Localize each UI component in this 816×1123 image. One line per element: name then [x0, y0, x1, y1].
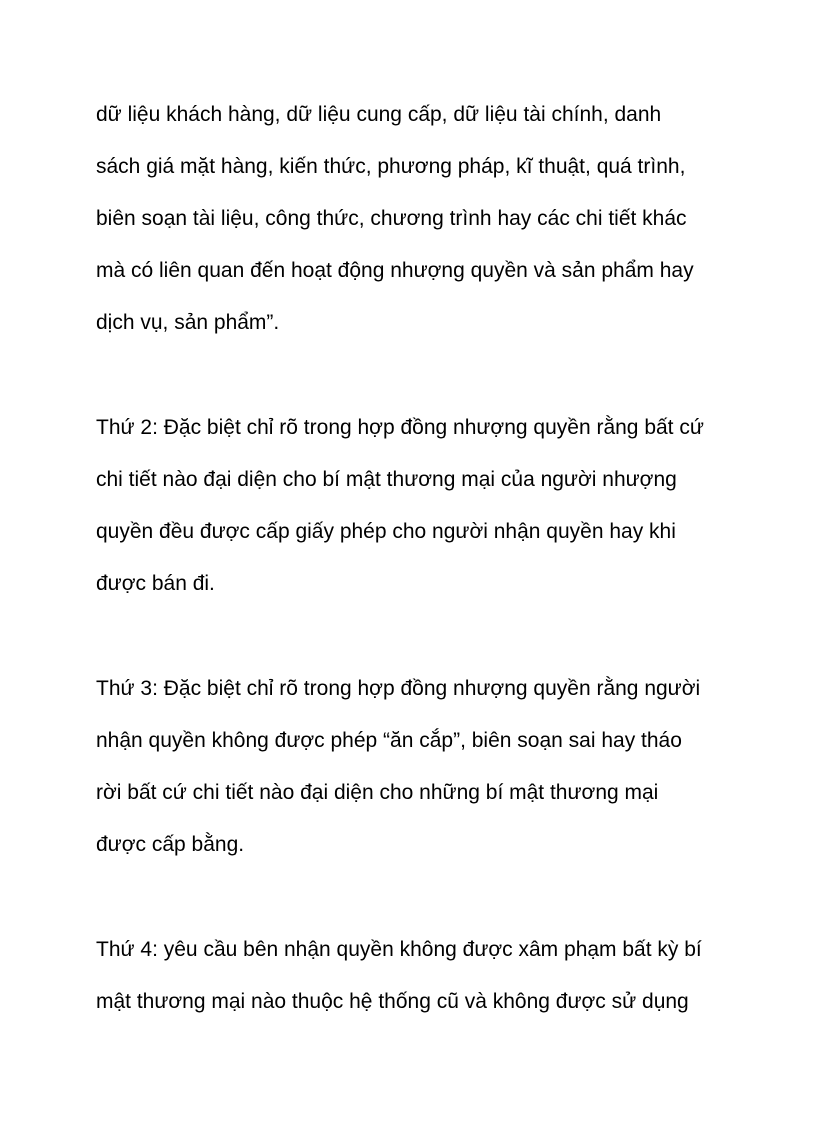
paragraph-2-line-4: được bán đi.: [96, 572, 215, 595]
paragraph-3-line-4: được cấp bằng.: [96, 833, 245, 856]
paragraph-4-line-2: mật thương mại nào thuộc hệ thống cũ và không được sử dụng: [96, 990, 689, 1013]
paragraph-3-line-2: nhận quyền không được phép “ăn cắp”, biên soạn sai hay tháo: [96, 729, 682, 752]
paragraph-1-line-4: mà có liên quan đến hoạt động nhượng quyền và sản phẩm hay: [96, 259, 694, 282]
paragraph-3-line-1: Thứ 3: Đặc biệt chỉ rõ trong hợp đồng nhượng quyền rằng người: [96, 677, 701, 700]
paragraph-2-line-3: quyền đều được cấp giấy phép cho người nhận quyền hay khi: [96, 520, 676, 543]
paragraph-1-line-5: dịch vụ, sản phẩm”.: [96, 311, 280, 334]
paragraph-1-line-3: biên soạn tài liệu, công thức, chương trình hay các chi tiết khác: [96, 207, 687, 230]
paragraph-2-line-1: Thứ 2: Đặc biệt chỉ rõ trong hợp đồng nhượng quyền rằng bất cứ: [96, 416, 704, 439]
paragraph-1-line-2: sách giá mặt hàng, kiến thức, phương pháp, kĩ thuật, quá trình,: [96, 155, 686, 178]
paragraph-1-line-1: dữ liệu khách hàng, dữ liệu cung cấp, dữ liệu tài chính, danh: [96, 103, 662, 126]
paragraph-4-line-1: Thứ 4: yêu cầu bên nhận quyền không được xâm phạm bất kỳ bí: [96, 938, 702, 961]
paragraph-2-line-2: chi tiết nào đại diện cho bí mật thương mại của người nhượng: [96, 468, 677, 491]
paragraph-3-line-3: rời bất cứ chi tiết nào đại diện cho những bí mật thương mại: [96, 781, 659, 804]
